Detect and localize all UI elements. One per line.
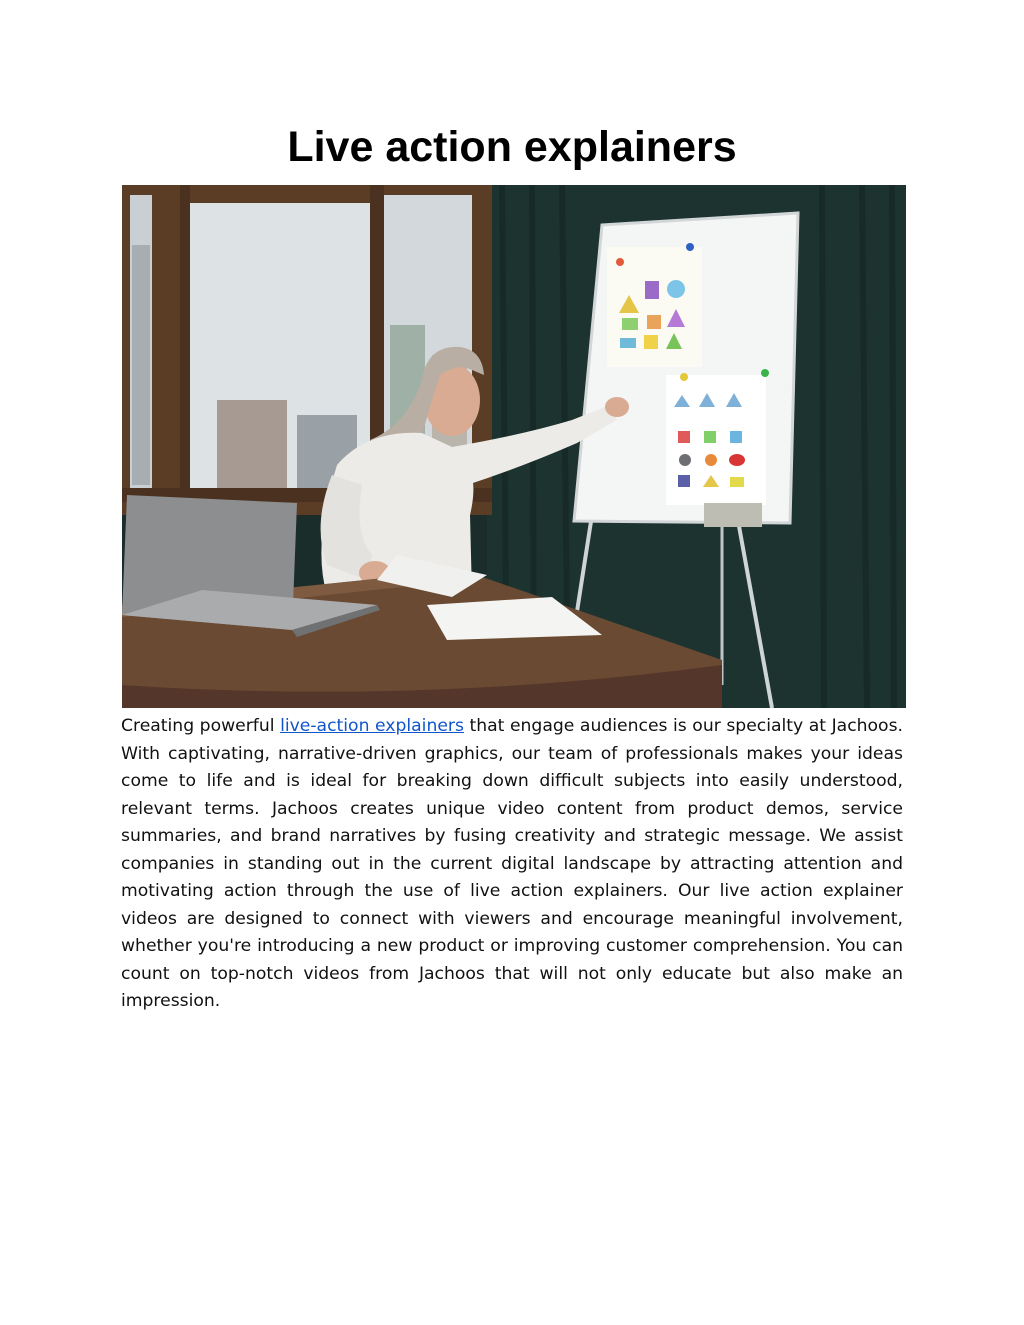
paragraph-text-start: Creating powerful	[121, 716, 281, 736]
page-title: Live action explainers	[287, 123, 737, 171]
live-action-explainers-link[interactable]: live-action explainers	[280, 716, 464, 736]
paragraph-text-rest: that engage audiences is our specialty at Jachoos. With captivating, narrative-driven graphics, our team of professionals makes your ideas come to life and is ideal for breaking down difficult subjects into easily understood, relevant terms. Jachoos creates unique video content from product demos, service summaries, and brand narratives by fusing creativity and strategic message. We assist companies in standing out in the current digital landscape by attracting attention and motivating action through the use of live action explainers. Our live action explainer videos are designed to connect with viewers and encourage meaningful involvement, whether you're introducing a new product or improving customer comprehension. You can count on top-notch videos from Jachoos that will not only educate but also make an impression.	[121, 716, 903, 1011]
presentation-photo	[122, 185, 906, 708]
body-paragraph	[121, 713, 903, 1016]
